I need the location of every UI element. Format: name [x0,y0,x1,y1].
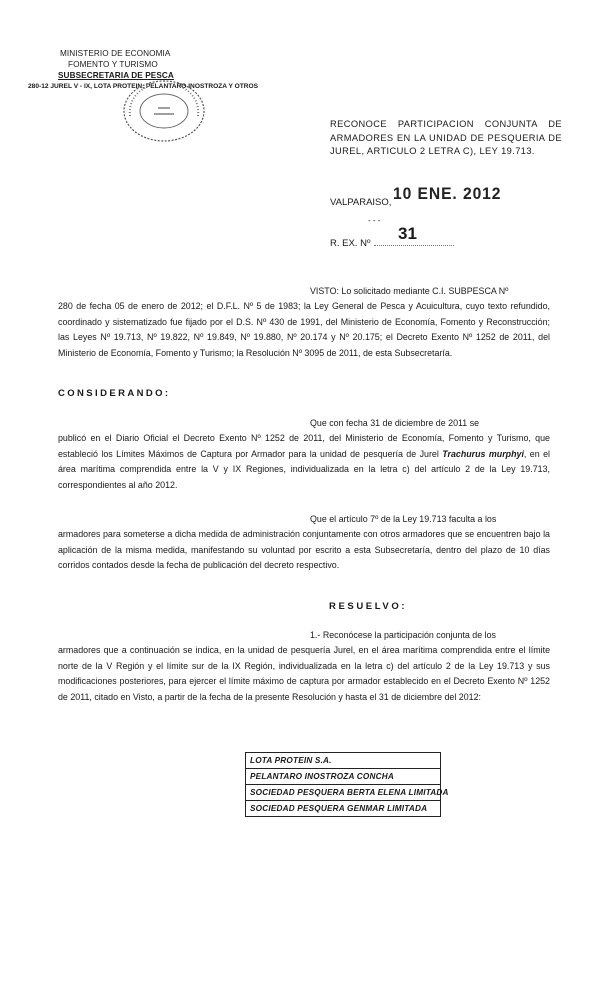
resolution-number: 31 [398,224,417,243]
considerando-2-body: armadores para someterse a dicha medida de administración conjuntamente con otros armadores que se encuentren bajo la aplicación de la misma medida, manifestando su voluntad por escrito a esta Subsecretaría, dentro del plazo de 10 días corridos contados desde la fecha de publicación del decreto respectivo. [58,529,550,571]
considerando-paragraph-1 [58,416,550,493]
official-seal-stamp [118,76,210,146]
resuelvo-paragraph-1 [58,628,550,705]
file-reference: 280-12 JUREL V - IX, LOTA PROTEIN, PELANTARO INOSTROZA Y OTROS [28,83,259,90]
species-name: Trachurus murphyi [442,448,524,459]
armadores-table [245,752,449,817]
considerando-1-lead: Que con fecha 31 de diciembre de 2011 se [310,418,480,428]
considerando-2-lead: Que el artículo 7º de la Ley 19.713 faculta a los [310,514,497,524]
table-row: LOTA PROTEIN S.A. [245,752,441,769]
resuelvo-1-body: armadores que a continuación se indica, en la unidad de pesquería Jurel, en el área marítima comprendida entre el límite norte de la V Región y el límite sur de la IX Región, individualizada en la letra c) del artículo 2 de la Ley 19.713 y sus modificaciones posteriores, para ejercer el límite máximo de captura por armador establecido en el Decreto Exento Nº 1252 de 2011, citado en Visto, a partir de la fecha de la presente Resolución y hasta el 31 de diciembre del 2012: [58,645,550,702]
subsecretaria-name: SUBSECRETARIA DE PESCA [58,71,174,80]
date-stamp: 10 ENE. 2012 [393,184,502,203]
resuelvo-heading: RESUELVO: [329,601,408,612]
visto-body: 280 de fecha 05 de enero de 2012; el D.F.L. Nº 5 de 1983; la Ley General de Pesca y Acuicultura, cuyo texto refundido, coordinado y sistematizado fue fijado por el D.S. Nº 430 de 1991, del Ministerio de Economía, Fomento y Reconstrucción; las Leyes Nº 19.713, Nº 19.822, Nº 19.849, Nº 19.880, Nº 20.174 y Nº 20.175; el Decreto Exento Nº 1252 de 2011, del Ministerio de Economía, Fomento y Turismo; la Resolución Nº 3095 de 2011, de esta Subsecretaría. [58,301,550,358]
place-label: VALPARAISO, [330,197,392,208]
ministry-name: MINISTERIO DE ECONOMIA [60,49,171,58]
ministry-subtitle: FOMENTO Y TURISMO [68,60,158,69]
date-dash: - - - [368,216,381,225]
considerando-paragraph-2 [58,512,550,574]
considerando-heading: CONSIDERANDO: [58,388,171,399]
table-row: PELANTARO INOSTROZA CONCHA [245,769,441,785]
resolution-number-label: R. EX. Nº [330,238,371,249]
table-row: SOCIEDAD PESQUERA GENMAR LIMITADA [245,801,441,817]
visto-paragraph [58,284,550,361]
table-row: SOCIEDAD PESQUERA BERTA ELENA LIMITADA [245,785,441,801]
resolution-number-line [374,245,454,246]
visto-lead: VISTO: Lo solicitado mediante C.I. SUBPESCA Nº [310,286,509,296]
considerando-1-body: publicó en el Diario Oficial el Decreto Exento Nº 1252 de 2011, del Ministerio de Economía, Fomento y Turismo, que estableció los Límites Máximos de Captura por Armador para la unidad de pesquería de Jurel [58,433,550,459]
seal-icon [118,76,210,146]
resolution-reference: RECONOCE PARTICIPACION CONJUNTA DE ARMADORES EN LA UNIDAD DE PESQUERIA DE JUREL, ARTICULO 2 LETRA C), LEY 19.713. [330,119,562,156]
resuelvo-1-lead: 1.- Reconócese la participación conjunta de los [310,630,496,640]
considerando-1-tail: , en el área marítima comprendida entre la V y IX Regiones, individualizada en la letra c) del artículo 2 de la Ley 19.713, correspondientes al año 2012. [58,448,550,490]
